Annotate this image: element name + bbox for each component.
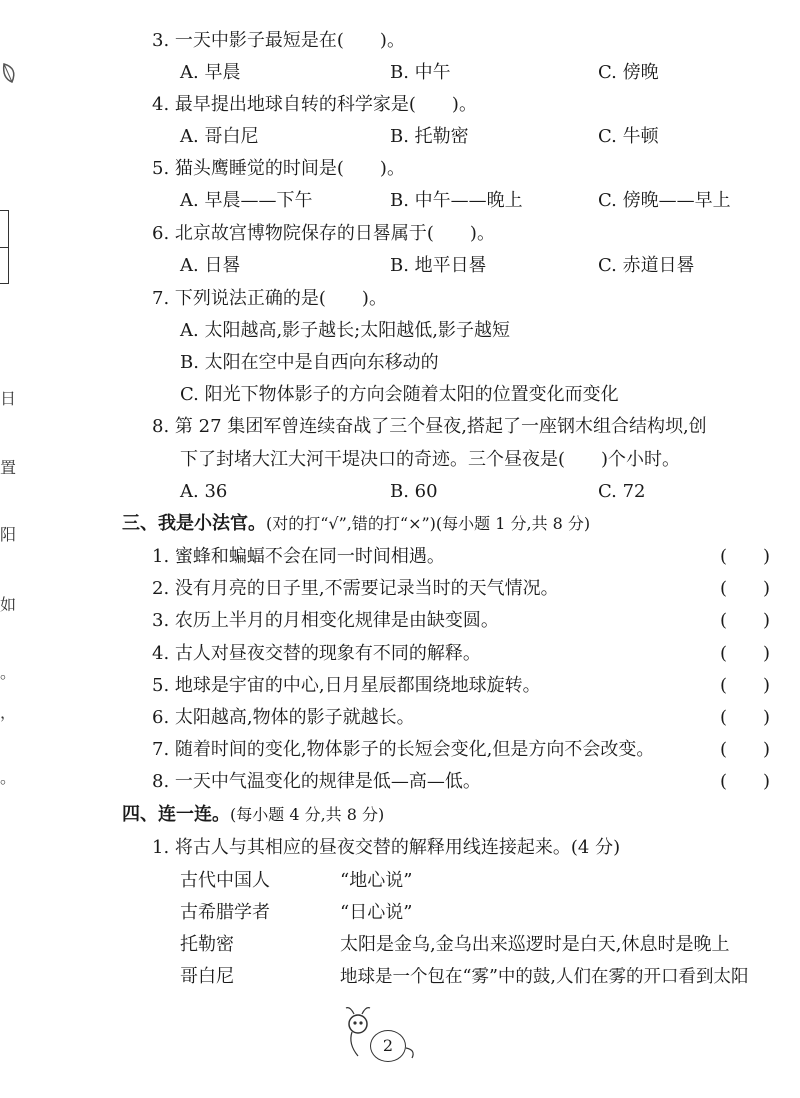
option-a: A. 早晨——下午: [180, 190, 313, 211]
option-c: C. 牛顿: [598, 126, 659, 147]
option-c: C. 傍晚——早上: [598, 190, 731, 211]
margin-fragment: 。: [0, 768, 17, 787]
section-3-heading: [122, 511, 590, 537]
section-title: 四、连一连。: [122, 804, 230, 825]
match-right-item[interactable]: “日心说”: [340, 902, 413, 923]
section-4-heading: [122, 802, 384, 828]
answer-blank[interactable]: ( ): [720, 578, 771, 599]
option-b: B. 中午——晚上: [390, 190, 523, 211]
leaf-icon: [0, 60, 20, 86]
question-8-line-2: 下了封堵大江大河干堤决口的奇迹。三个昼夜是( )个小时。: [180, 449, 681, 470]
answer-blank[interactable]: ( ): [720, 643, 771, 664]
answer-blank[interactable]: ( ): [720, 610, 771, 631]
question-7: 7. 下列说法正确的是( )。: [152, 288, 387, 309]
option-c: C. 傍晚: [598, 62, 659, 83]
match-left-item[interactable]: 古希腊学者: [180, 902, 270, 923]
answer-blank[interactable]: ( ): [720, 739, 771, 760]
option-c: C. 阳光下物体影子的方向会随着太阳的位置变化而变化: [180, 384, 619, 405]
answer-blank[interactable]: ( ): [720, 546, 771, 567]
option-a: A. 哥白尼: [180, 126, 259, 147]
option-b: B. 60: [390, 481, 438, 502]
binding-box-divider: [0, 247, 8, 248]
judge-item: 1. 蜜蜂和蝙蝠不会在同一时间相遇。: [152, 546, 445, 567]
match-right-item[interactable]: 地球是一个包在“雾”中的鼓,人们在雾的开口看到太阳: [340, 967, 749, 987]
answer-blank[interactable]: ( ): [720, 707, 771, 728]
option-a: A. 36: [180, 481, 228, 502]
judge-item: 2. 没有月亮的日子里,不需要记录当时的天气情况。: [152, 578, 559, 599]
margin-fragment: 如: [0, 595, 17, 614]
question-5: 5. 猫头鹰睡觉的时间是( )。: [152, 158, 405, 179]
judge-item: 6. 太阳越高,物体的影子就越长。: [152, 707, 415, 728]
option-c: C. 赤道日晷: [598, 255, 695, 276]
judge-item: 5. 地球是宇宙的中心,日月星辰都围绕地球旋转。: [152, 675, 541, 696]
judge-item: 8. 一天中气温变化的规律是低—高—低。: [152, 771, 481, 792]
answer-blank[interactable]: ( ): [720, 771, 771, 792]
option-a: A. 太阳越高,影子越长;太阳越低,影子越短: [180, 320, 510, 341]
match-right-item[interactable]: “地心说”: [340, 870, 413, 891]
matching-question: 1. 将古人与其相应的昼夜交替的解释用线连接起来。(4 分): [152, 837, 621, 858]
section-note: (对的打“√”,错的打“×”)(每小题 1 分,共 8 分): [266, 514, 591, 533]
option-b: B. 中午: [390, 62, 451, 83]
match-left-item[interactable]: 古代中国人: [180, 870, 270, 891]
judge-item: 7. 随着时间的变化,物体影子的长短会变化,但是方向不会改变。: [152, 739, 655, 760]
question-4: 4. 最早提出地球自转的科学家是( )。: [152, 94, 477, 115]
page-number: 2: [370, 1030, 406, 1062]
option-b: B. 地平日晷: [390, 255, 487, 276]
margin-fragment: 。: [0, 663, 17, 682]
question-8-line-1: 8. 第 27 集团军曾连续奋战了三个昼夜,搭起了一座钢木组合结构坝,创: [152, 416, 707, 437]
margin-fragment: 阳: [0, 525, 17, 544]
section-note: (每小题 4 分,共 8 分): [230, 805, 385, 824]
judge-item: 3. 农历上半月的月相变化规律是由缺变圆。: [152, 610, 499, 631]
margin-fragment: ，: [0, 703, 17, 722]
match-right-item[interactable]: 太阳是金乌,金乌出来巡逻时是白天,休息时是晚上: [340, 934, 730, 955]
margin-fragment: 日: [0, 389, 17, 408]
match-left-item[interactable]: 托勒密: [180, 934, 234, 955]
question-3: 3. 一天中影子最短是在( )。: [152, 30, 405, 51]
option-c: C. 72: [598, 481, 646, 502]
judge-item: 4. 古人对昼夜交替的现象有不同的解释。: [152, 643, 481, 664]
question-6: 6. 北京故宫博物院保存的日晷属于( )。: [152, 223, 495, 244]
option-a: A. 早晨: [180, 62, 241, 83]
section-title: 三、我是小法官。: [122, 513, 266, 534]
option-b: B. 托勒密: [390, 126, 469, 147]
option-a: A. 日晷: [180, 255, 241, 276]
answer-blank[interactable]: ( ): [720, 675, 771, 696]
match-left-item[interactable]: 哥白尼: [180, 966, 234, 987]
margin-fragment: 置: [0, 458, 17, 477]
option-b: B. 太阳在空中是自西向东移动的: [180, 352, 439, 373]
